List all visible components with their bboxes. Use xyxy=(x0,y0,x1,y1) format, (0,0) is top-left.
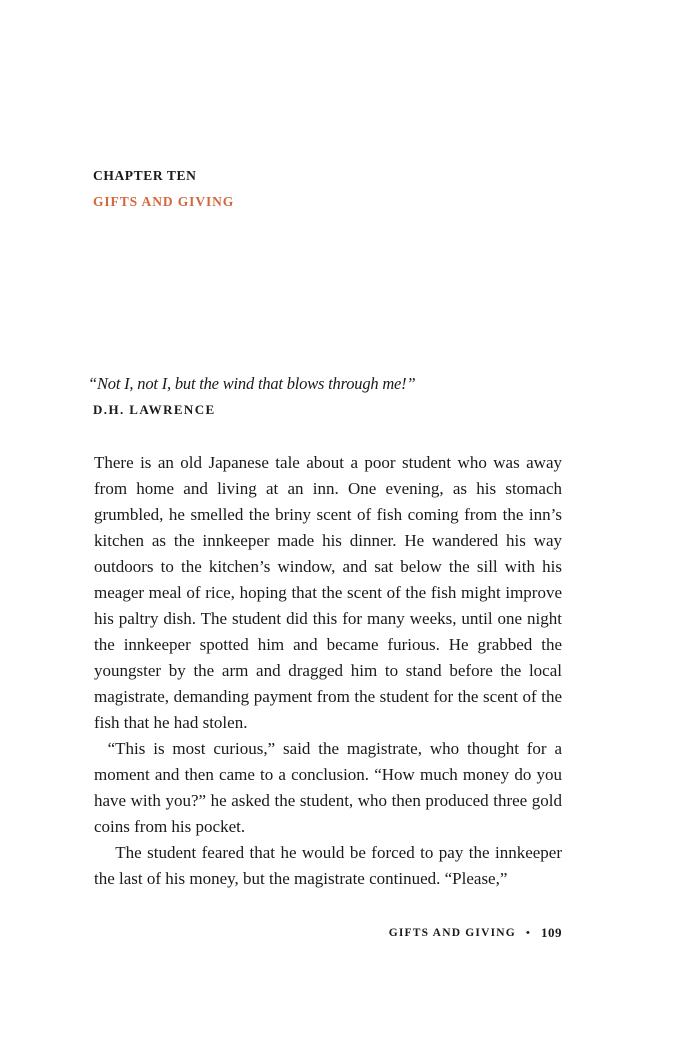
epigraph-attribution: D.H. LAWRENCE xyxy=(93,402,216,417)
paragraph: The student feared that he would be forced to pay the innkeeper the last of his money, but the magistrate continued. “Please,” xyxy=(94,843,562,888)
paragraph: “This is most curious,” said the magistrate, who thought for a moment and then came to a conclusion. “How much money do you have with you?” he asked the student, who then produced three gold coins from his pocket. xyxy=(94,739,562,836)
body-text xyxy=(94,450,562,892)
page-footer xyxy=(389,925,562,941)
paragraph: There is an old Japanese tale about a poor student who was away from home and living at an inn. One evening, as his stomach grumbled, he smelled the briny scent of fish coming from the inn’s kitchen as the innkeeper made his dinner. He wandered his way outdoors to the kitchen’s window, and sat below the sill with his meager meal of rice, hoping that the scent of the fish might improve his paltry dish. The student did this for many weeks, until one night the innkeeper spotted him and became furious. He grabbed the youngster by the arm and dragged him to stand before the local magistrate, demanding payment from the student for the scent of the fish that he had stolen. xyxy=(94,453,562,732)
chapter-label: CHAPTER TEN xyxy=(93,168,197,183)
epigraph-quote: “Not I, not I, but the wind that blows through me!” xyxy=(88,374,416,393)
page-number: 109 xyxy=(541,925,562,940)
bullet-separator: • xyxy=(525,927,531,939)
chapter-title: GIFTS AND GIVING xyxy=(93,194,235,209)
running-head: GIFTS AND GIVING xyxy=(388,927,516,939)
